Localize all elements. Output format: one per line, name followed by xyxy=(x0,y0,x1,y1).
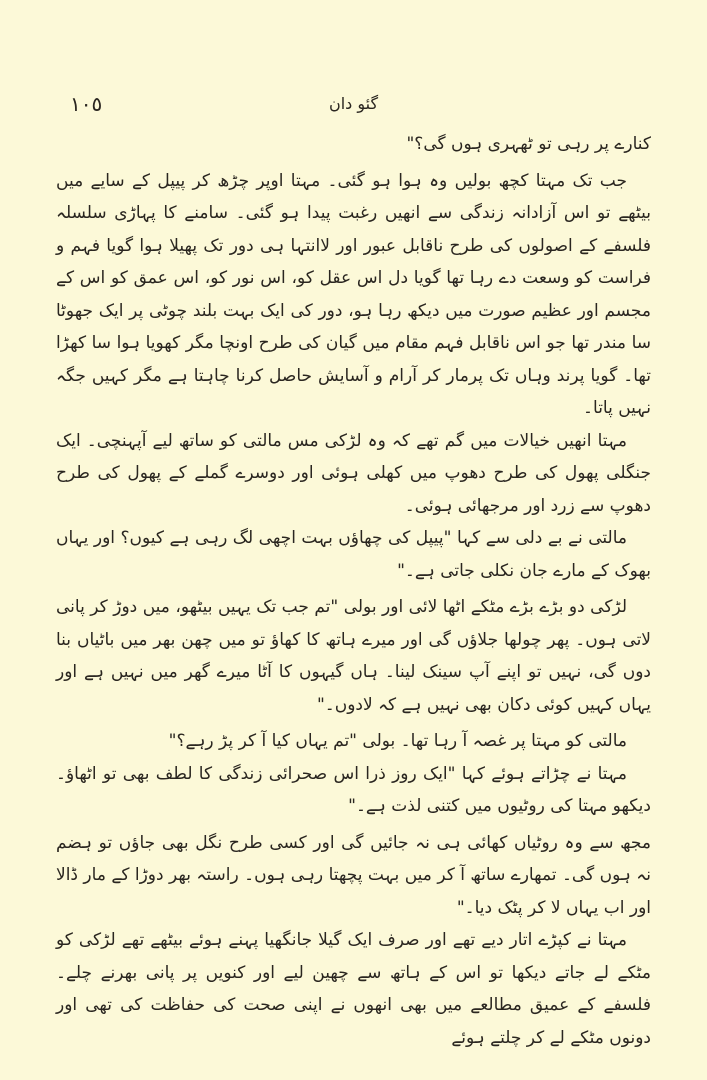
paragraph-4: مالتی نے بے دلی سے کہا "پیپل کی چھاؤں بہت اچھی لگ رہی ہے کیوں؟ اور یہاں بھوک کے مارے جان نکلی جاتی ہے۔" xyxy=(56,528,651,581)
page-number: ١٠٥ xyxy=(70,92,103,116)
paragraph-5: لڑکی دو بڑے بڑے مٹکے اٹھا لائی اور بولی "تم جب تک یہیں بیٹھو، میں دوڑ کر پانی لاتی ہوں۔ پھر چولھا جلاؤں گی اور میرے ہاتھ کا کھاؤ تو میں چھن بھر میں باٹیاں بنا دوں گی، نہیں تو اپنے آپ سینک لینا۔ ہاں گیہوں کا آٹا میرے گھر میں نہیں ہے اور یہاں کہیں کوئی دکان بھی نہیں ہے کہ لادوں۔" xyxy=(56,597,651,715)
paragraph-3: مہتا انھیں خیالات میں گم تھے کہ وہ لڑکی مس مالتی کو ساتھ لیے آپہنچی۔ ایک جنگلی پھول کی طرح دھوپ میں کھلی ہوئی اور دوسرے گملے کے پھول کی طرح دھوپ سے زرد اور مرجھائی ہوئی۔ xyxy=(56,430,651,516)
page-header xyxy=(60,92,647,122)
paragraph-2: جب تک مہتا کچھ بولیں وہ ہوا ہو گئی۔ مہتا اوپر چڑھ کر پیپل کے سایے میں بیٹھے تو اس آزادانہ زندگی سے انھیں رغبت پیدا ہو گئی۔ سامنے کا پہاڑی سلسلہ فلسفے کے اصولوں کی طرح ناقابل عبور اور لاانتہا ہی دور تک پھیلا ہوا گویا فہم و فراست کو وسعت دے رہا تھا گویا دل اس عقل کو، اس نور کو، اس عمق کو اس کے مجسم اور عظیم صورت میں دیکھ رہا ہو، دور کی ایک بہت بلند چوٹی پر ایک جھوٹا سا مندر تھا جو اس ناقابل فہم مقام میں گیان کی طرح اونچا مگر کھویا ہوا سا کھڑا تھا۔ گویا پرند وہاں تک پرمار کر آرام و آسایش حاصل کرنا چاہتا ہے مگر کہیں جگہ نہیں پاتا۔ xyxy=(56,170,651,418)
running-title: گئو دان xyxy=(328,94,379,113)
paragraph-7: مہتا نے چڑاتے ہوئے کہا "ایک روز ذرا اس صحرائی زندگی کا لطف بھی تو اٹھاؤ۔ دیکھو مہتا کی روٹیوں میں کتنی لذت ہے۔" xyxy=(56,763,651,816)
paragraph-9: مہتا نے کپڑے اتار دیے تھے اور صرف ایک گیلا جانگھیا پہنے ہوئے بیٹھے تھے لڑکی کو مٹکے لے جاتے دیکھا تو اس کے ہاتھ سے چھین لیے اور کنویں پر پانی بھرنے چلے۔ فلسفے کے عمیق مطالعے میں بھی انھوں نے اپنی صحت کی حفاظت کی تھی اور دونوں مٹکے لے کر چلتے ہوئے xyxy=(56,930,651,1048)
paragraph-1: کنارے پر رہی تو ٹھہری ہوں گی؟" xyxy=(406,134,651,154)
paragraph-8: مجھ سے وہ روٹیاں کھائی ہی نہ جائیں گی اور کسی طرح نگل بھی جاؤں تو ہضم نہ ہوں گی۔ تمھارے ساتھ آ کر میں بہت پچھتا رہی ہوں۔ راستہ بھر دوڑا کے مار ڈالا اور اب یہاں لا کر پٹک دیا۔" xyxy=(56,832,651,918)
paragraph-6: مالتی کو مہتا پر غصہ آ رہا تھا۔ بولی "تم یہاں کیا آ کر پڑ رہے؟" xyxy=(168,731,627,751)
body-text xyxy=(56,128,651,1054)
